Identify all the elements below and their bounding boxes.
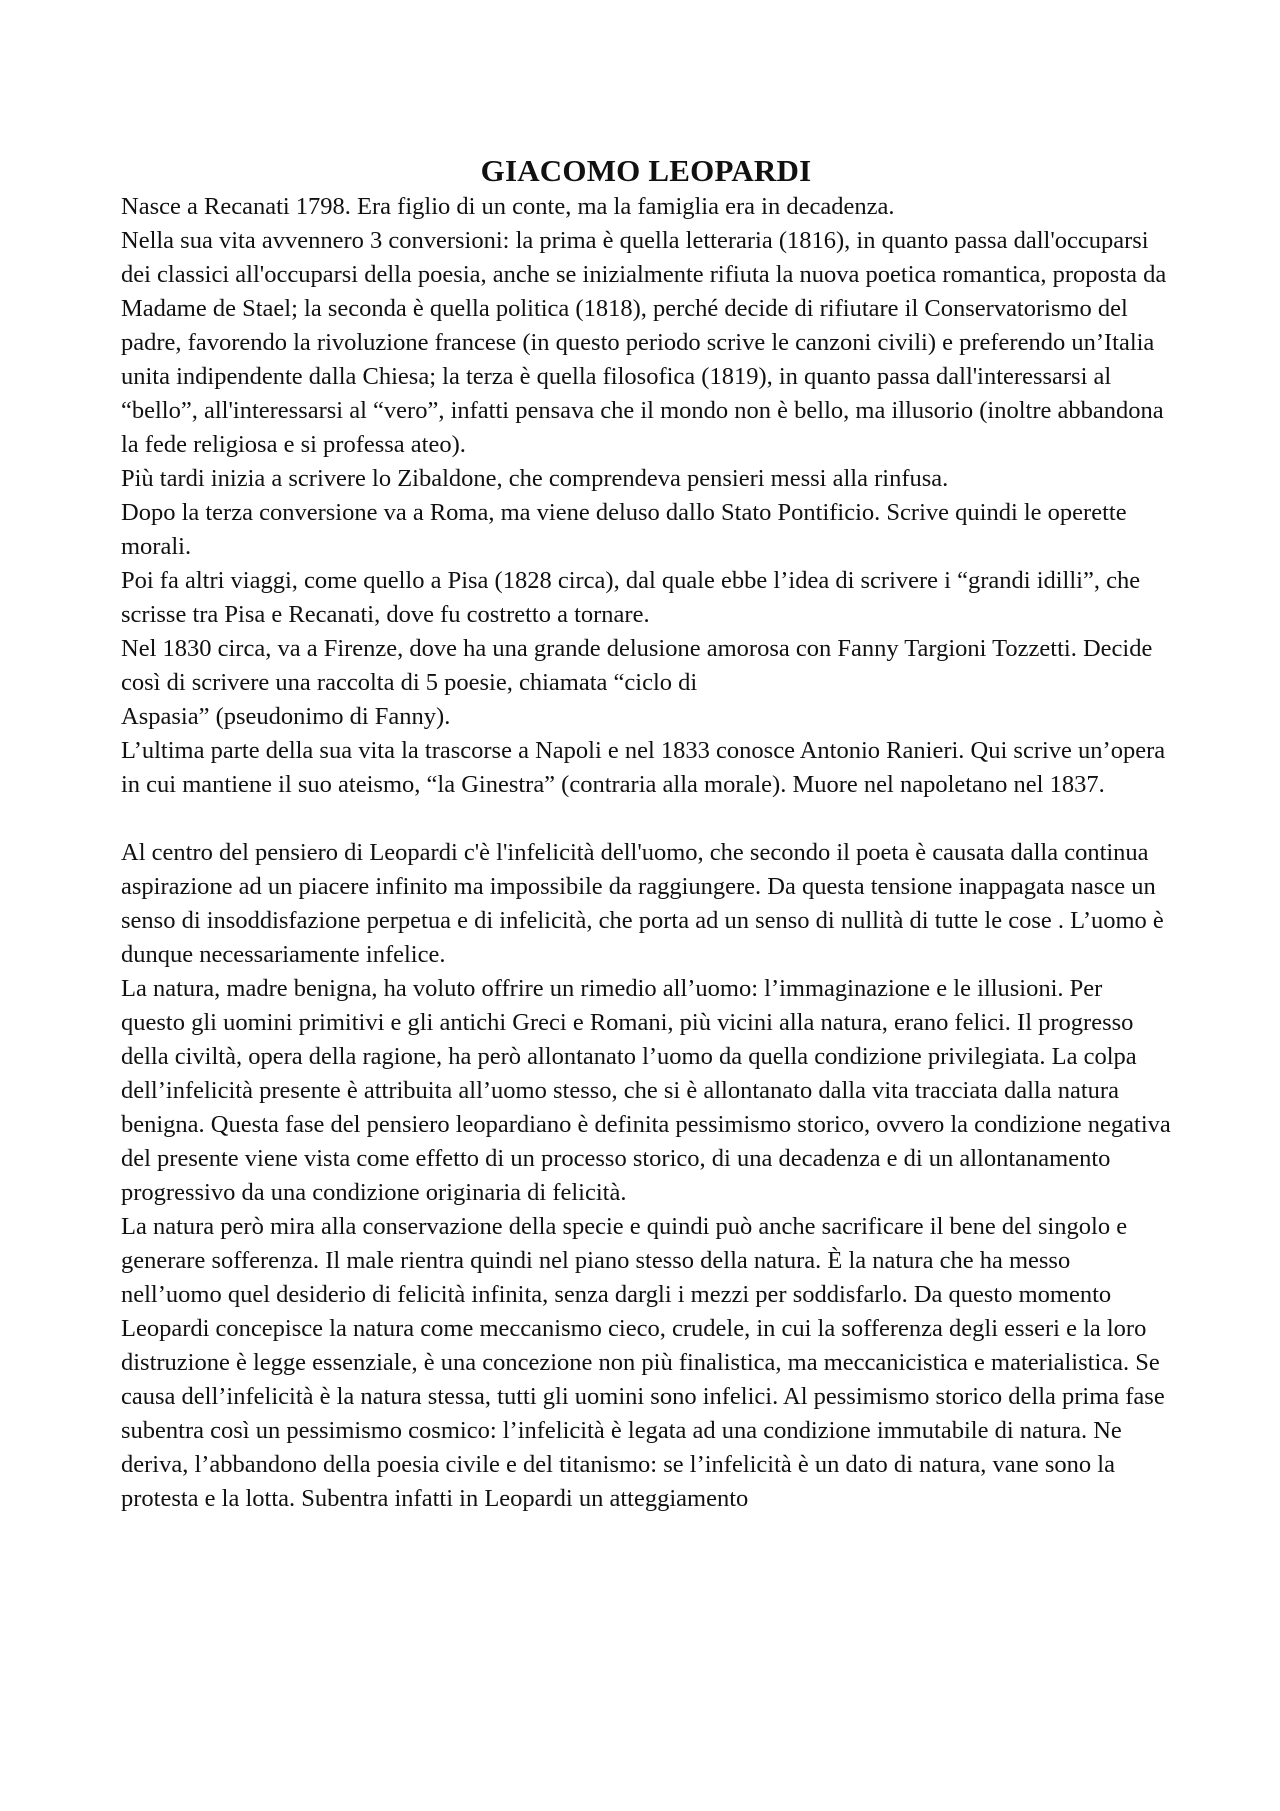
paragraph: Aspasia” (pseudonimo di Fanny). [121, 703, 451, 730]
paragraph: Poi fa altri viaggi, come quello a Pisa (1828 circa), dal quale ebbe l’idea di scrivere i “grandi idilli”, che scrisse tra Pisa e Recanati, dove fu costretto a tornare. [121, 567, 1141, 628]
biography-section [121, 190, 1171, 802]
paragraph: Nasce a Recanati 1798. Era figlio di un conte, ma la famiglia era in decadenza. [121, 193, 895, 220]
paragraph-spacer [121, 802, 1171, 836]
paragraph: L’ultima parte della sua vita la trascorse a Napoli e nel 1833 conosce Antonio Ranieri. Qui scrive un’opera in cui mantiene il suo ateismo, “la Ginestra” (contraria alla morale). Muore nel napoletano nel 1837. [121, 737, 1166, 798]
paragraph: La natura, madre benigna, ha voluto offrire un rimedio all’uomo: l’immaginazione e le illusioni. Per questo gli uomini primitivi e gli antichi Greci e Romani, più vicini alla natura, erano felici. Il progresso della civiltà, opera della ragione, ha però allontanato l’uomo da quella condizione privilegiata. La colpa dell’infelicità presente è attribuita all’uomo stesso, che si è allontanato dalla vita tracciata dalla natura benigna. Questa fase del pensiero leopardiano è definita pessimismo storico, ovvero la condizione negativa del presente viene vista come effetto di un processo storico, di una decadenza e di un allontanamento progressivo da una condizione originaria di felicità. [121, 975, 1171, 1206]
paragraph: Nella sua vita avvennero 3 conversioni: la prima è quella letteraria (1816), in quanto passa dall'occuparsi dei classici all'occuparsi della poesia, anche se inizialmente rifiuta la nuova poetica romantica, proposta da Madame de Stael; la seconda è quella politica (1818), perché decide di rifiutare il Conservatorismo del padre, favorendo la rivoluzione francese (in questo periodo scrive le canzoni civili) e preferendo un’Italia unita indipendente dalla Chiesa; la terza è quella filosofica (1819), in quanto passa dall'interessarsi al “bello”, all'interessarsi al “vero”, infatti pensava che il mondo non è bello, ma illusorio (inoltre abbandona la fede religiosa e si professa ateo). [121, 227, 1167, 458]
paragraph: Al centro del pensiero di Leopardi c'è l'infelicità dell'uomo, che secondo il poeta è causata dalla continua aspirazione ad un piacere infinito ma impossibile da raggiungere. Da questa tensione inappagata nasce un senso di insoddisfazione perpetua e di infelicità, che porta ad un senso di nullità di tutte le cose . L’uomo è dunque necessariamente infelice. [121, 839, 1164, 968]
document-title: GIACOMO LEOPARDI [480, 153, 812, 188]
document-body [121, 150, 1171, 1516]
paragraph: Dopo la terza conversione va a Roma, ma viene deluso dallo Stato Pontificio. Scrive quindi le operette morali. [121, 499, 1127, 560]
paragraph: Più tardi inizia a scrivere lo Zibaldone, che comprendeva pensieri messi alla rinfusa. [121, 465, 949, 492]
paragraph: Nel 1830 circa, va a Firenze, dove ha una grande delusione amorosa con Fanny Targioni Tozzetti. Decide così di scrivere una raccolta di 5 poesie, chiamata “ciclo di [121, 635, 1153, 696]
thought-section [121, 836, 1171, 1516]
paragraph: La natura però mira alla conservazione della specie e quindi può anche sacrificare il bene del singolo e generare sofferenza. Il male rientra quindi nel piano stesso della natura. È la natura che ha messo nell’uomo quel desiderio di felicità infinita, senza dargli i mezzi per soddisfarlo. Da questo momento Leopardi concepisce la natura come meccanismo cieco, crudele, in cui la sofferenza degli esseri e la loro distruzione è legge essenziale, è una concezione non più finalistica, ma meccanicistica e materialistica. Se causa dell’infelicità è la natura stessa, tutti gli uomini sono infelici. Al pessimismo storico della prima fase subentra così un pessimismo cosmico: l’infelicità è legata ad una condizione immutabile di natura. Ne deriva, l’abbandono della poesia civile e del titanismo: se l’infelicità è un dato di natura, vane sono la protesta e la lotta. Subentra infatti in Leopardi un atteggiamento [121, 1213, 1165, 1512]
